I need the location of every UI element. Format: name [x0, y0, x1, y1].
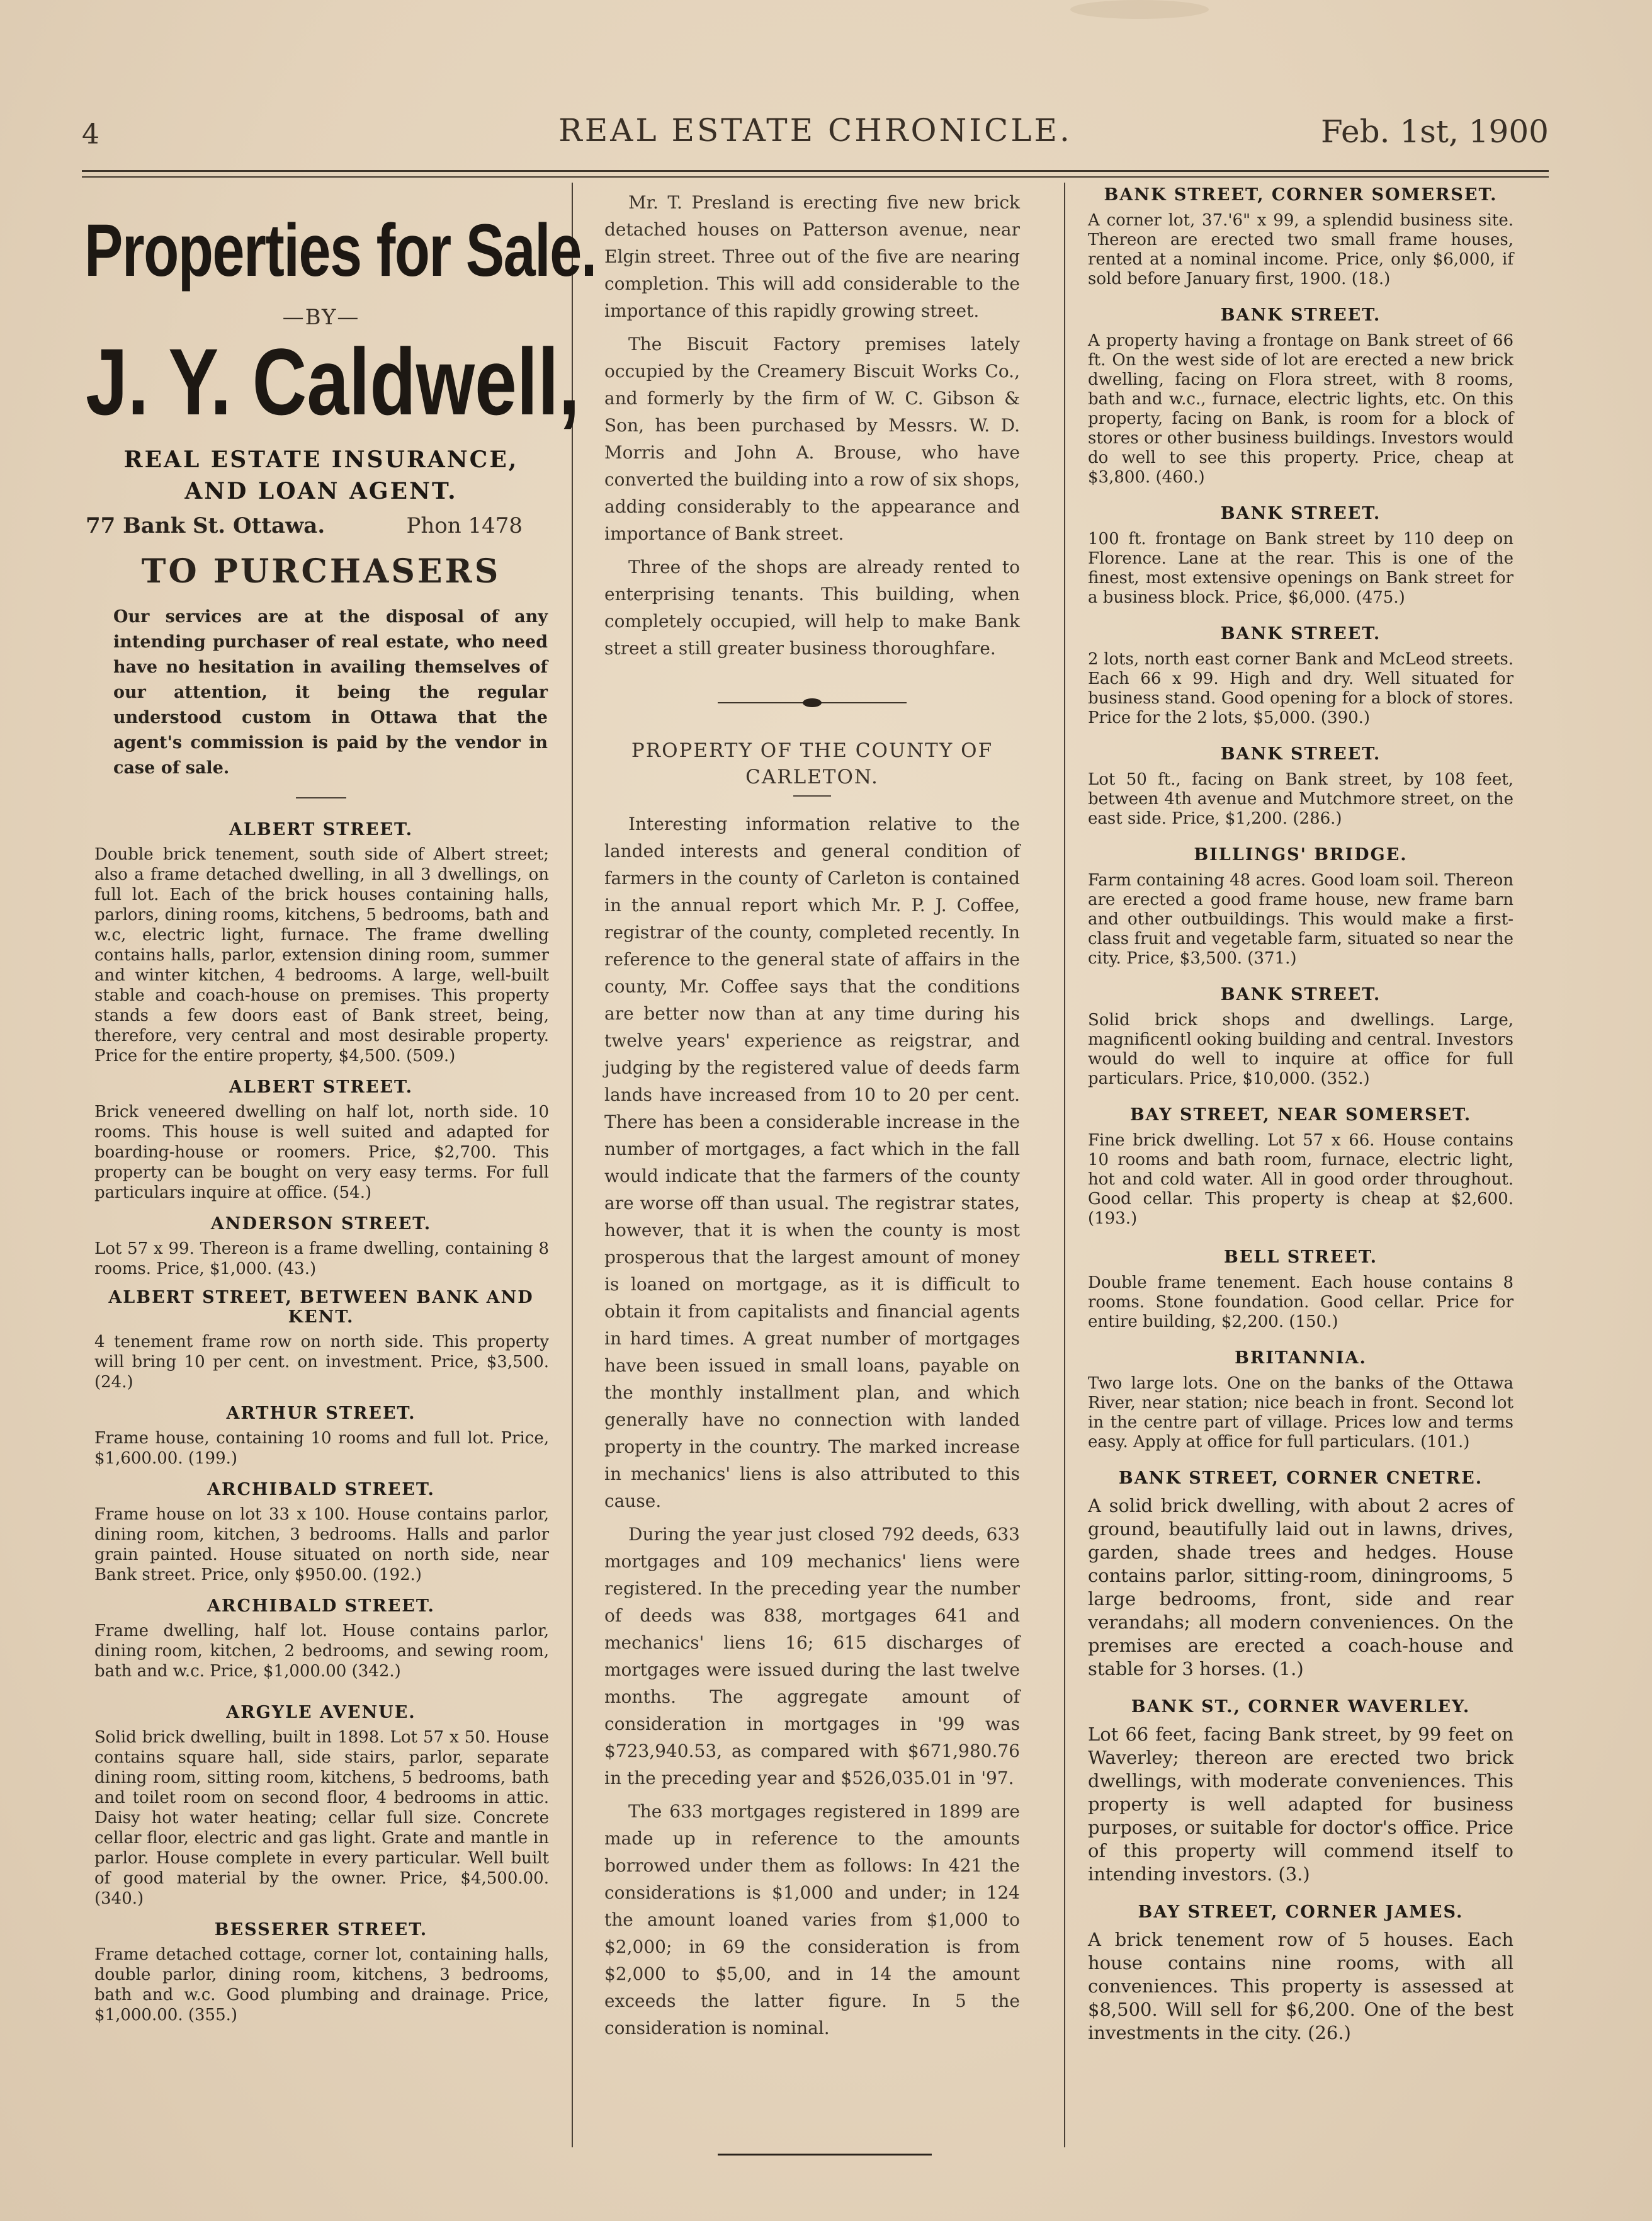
ornament-divider [718, 700, 907, 706]
listings-column-1 [82, 820, 560, 2025]
listing-text: 100 ft. frontage on Bank street by 110 deep on Florence. Lane at the rear. This is one of the finest, most extensive openings on Bank street for a business block. Price, $6,000. (475.) [1088, 530, 1513, 607]
paper-stain [1070, 0, 1209, 19]
agent-contact [86, 513, 560, 538]
listing-heading: ALBERT STREET. [229, 820, 413, 839]
listing-text: Brick veneered dwelling on half lot, north side. 10 rooms. This house is well suited and adapted for boarding-house or roomers. Price, $2,700. This property can be bought on very easy terms. For full particulars inquire at office. (54.) [94, 1103, 549, 1202]
agent-address: 77 Bank St. Ottawa. [86, 513, 325, 538]
listing-heading: BANK STREET. [1220, 305, 1381, 325]
listing-heading: BAY STREET, CORNER JAMES. [1138, 1902, 1464, 1922]
listing [1088, 1902, 1513, 2045]
column-1 [82, 183, 596, 2025]
listing-heading: BRITANNIA. [1235, 1348, 1367, 1368]
listing-text: 4 tenement frame row on north side. This property will bring 10 per cent. on investment. Price, $3,500. (24.) [94, 1332, 549, 1392]
listing [82, 1480, 560, 1585]
listing-heading: BANK ST., CORNER WAVERLEY. [1131, 1697, 1471, 1717]
listing-text: Solid brick dwelling, built in 1898. Lot 57 x 50. House contains square hall, side stairs, parlor, separate dining room, sitting room, kitchens, 5 bedrooms, bath and toilet room on second floor, 4 bedrooms in attic. Daisy hot water heating; cellar full size. Concrete cellar floor, electric and gas light. Grate and mantle in parlor. House complete in every particular. Well built of good material by the owner. Price, $4,500.00. (340.) [94, 1728, 549, 1908]
listing-heading: BANK STREET. [1220, 985, 1381, 1004]
column-divider-2 [1064, 183, 1065, 2147]
listing [1088, 624, 1513, 728]
listing [1088, 504, 1513, 608]
agent-phone: Phon 1478 [406, 513, 523, 538]
listing-heading: ALBERT STREET, BETWEEN BANK AND KENT. [108, 1288, 534, 1327]
ad-title: Properties for Sale. [84, 209, 596, 292]
listing-text: A brick tenement row of 5 houses. Each house contains nine rooms, with all conveniences. This property is assessed at $8,500. Will sell for $6,200. One of the best investments in the city. (26.) [1088, 1929, 1513, 2043]
listing-text: A corner lot, 37.'6" x 99, a splendid business site. Thereon are erected two small frame houses, rented at a nominal income. Price, only $6,000, if sold before January first, 1900. (18.) [1088, 211, 1513, 288]
listing [1088, 305, 1513, 487]
news-paragraph: The Biscuit Factory premises lately occupied by the Creamery Biscuit Works Co., and formerly by the firm of W. C. Gibson & Son, has been purchased by Messrs. W. D. Morris and John A. Brouse, who have converted the building into a row of six shops, adding considerably to the appearance and importance of Bank street. [604, 334, 1020, 544]
listing-heading: ARTHUR STREET. [226, 1404, 416, 1423]
listing-text: Farm containing 48 acres. Good loam soil. Thereon are erected a good frame house, new frame barn and other outbuildings. This would make a first-class fruit and vegetable farm, situated so near the city. Price, $3,500. (371.) [1088, 871, 1513, 968]
listing-heading: BESSERER STREET. [214, 1920, 428, 1940]
listing [82, 1404, 560, 1468]
listing-text: A property having a frontage on Bank street of 66 ft. On the west side of lot are erected a new brick dwelling, facing on Flora street, with 8 rooms, bath and w.c., furnace, electric lights, etc. On this property, facing on Bank, is room for a block of stores or other business buildings. Investors would do well to see this property. Price, cheap at $3,800. (460.) [1088, 331, 1513, 487]
purchasers-heading: TO PURCHASERS [141, 552, 501, 591]
listing-text: Frame house on lot 33 x 100. House contains parlor, dining room, kitchen, 3 bedrooms. Halls and parlor grain painted. House situated on north side, near Bank street. Price, only $950.00. (192.) [94, 1505, 549, 1584]
listing [1088, 1247, 1513, 1332]
listing [82, 1703, 560, 1909]
listing-text: Double frame tenement. Each house contains 8 rooms. Stone foundation. Good cellar. Price for entire building, $2,200. (150.) [1088, 1273, 1513, 1331]
issue-date: Feb. 1st, 1900 [1321, 113, 1549, 150]
listing-heading: BANK STREET. [1220, 624, 1381, 644]
listing-heading: ARCHIBALD STREET. [207, 1596, 435, 1616]
listing-text: 2 lots, north east corner Bank and McLeod streets. Each 66 x 99. High and dry. Well situated for business stand. Good opening for a block of stores. Price for the 2 lots, $5,000. (390.) [1088, 650, 1513, 727]
listing-text: Lot 66 feet, facing Bank street, by 99 feet on Waverley; thereon are erected two brick dwellings, with moderate conveniences. This property is well adapted for business purposes, or suitable for doctor's office. Price of this property will commend itself to intending investors. (3.) [1088, 1724, 1513, 1885]
article-paragraph: Interesting information relative to the landed interests and general condition of farmers in the county of Carleton is contained in the annual report which Mr. P. J. Coffee, registrar of the county, completed recently. In reference to the general state of affairs in the county, Mr. Coffee says that the conditions are better now than at any time during his twelve years' experience as reigstrar, and judging by the registered value of deeds farm lands have increased from 10 to 20 per cent. There has been a considerable increase in the number of mortgages, a fact which in the fall would indicate that the farmers of the county are worse off than usual. The registrar states, however, that it is when the county is most prosperous that the largest amount of money is loaned on mortgage, as it is difficult to obtain it from capitalists and financial agents in hard times. A great number of mortgages have been issued in small loans, payable on the monthly installment plan, and which generally have no connection with landed property in the country. The marked increase in mechanics' liens is also attributed to this cause. [604, 814, 1020, 1511]
article-paragraph: During the year just closed 792 deeds, 633 mortgages and 109 mechanics' liens were registered. In the preceding year the number of deeds was 838, mortgages 641 and mechanics' liens 16; 615 discharges of mortgages were issued during the last twelve months. The aggregate amount of consideration in mortgages in '99 was $723,940.53, as compared with $671,980.76 in the preceding year and $526,035.01 in '97. [604, 1524, 1020, 1788]
listing-heading: ARGYLE AVENUE. [226, 1703, 416, 1722]
listing-text: Solid brick shops and dwellings. Large, magnificentl ooking building and central. Investors would do well to inquire at office for full particulars. Price, $10,000. (352.) [1088, 1011, 1513, 1088]
column-divider-1 [572, 183, 573, 2147]
listing [1088, 1468, 1513, 1681]
listing-text: Lot 50 ft., facing on Bank street, by 108 feet, between 4th avenue and Mutchmore street, on the east side. Price, $1,200. (286.) [1088, 770, 1513, 828]
listing [82, 1077, 560, 1203]
listing [82, 1288, 560, 1392]
listing [82, 1596, 560, 1681]
header-rule-bottom [82, 176, 1549, 178]
listing [1088, 744, 1513, 829]
agent-services-line1: REAL ESTATE INSURANCE, [123, 446, 519, 473]
agent-services-line2: AND LOAN AGENT. [184, 478, 458, 504]
news-paragraph: Mr. T. Presland is erecting five new brick detached houses on Patterson avenue, near Elgin street. Three out of the five are nearing completion. This will add considerable to the importance of this rapidly growing street. [604, 192, 1020, 321]
listing-text: Fine brick dwelling. Lot 57 x 66. House contains 10 rooms and bath room, furnace, electric light, hot and cold water. All in good order throughout. Good cellar. This property is cheap at $2,600. (193.) [1088, 1131, 1513, 1228]
page-header [82, 112, 1549, 169]
agent-name: J. Y. Caldwell, [86, 329, 580, 435]
listing-text: Lot 57 x 99. Thereon is a frame dwelling, containing 8 rooms. Price, $1,000. (43.) [94, 1239, 549, 1278]
listing-text: A solid brick dwelling, with about 2 acres of ground, beautifully laid out in lawns, drives, garden, shade trees and hedges. House contains parlor, sitting-room, diningrooms, 5 large bedrooms, front, side and rear verandahs; all modern conveniences. On the premises are erected a coach-house and stable for 3 horses. (1.) [1088, 1495, 1513, 1679]
listing-heading: BANK STREET. [1220, 504, 1381, 523]
listing [1088, 1348, 1513, 1452]
listing [1088, 845, 1513, 968]
listing-text: Two large lots. One on the banks of the Ottawa River, near station; nice beach in front. Second lot in the centre part of village. Prices low and terms easy. Apply at office for full particulars. (101.) [1088, 1374, 1513, 1451]
listing [1088, 1697, 1513, 1886]
listing [1088, 985, 1513, 1089]
listing-heading: ARCHIBALD STREET. [207, 1480, 435, 1499]
news-paragraph: Three of the shops are already rented to enterprising tenants. This building, when completely occupied, will help to make Bank street a still greater business thoroughfare. [604, 557, 1020, 659]
ad-by: —BY— [282, 305, 360, 330]
purchasers-text: Our services are at the disposal of any intending purchaser of real estate, who need have no hesitation in availing themselves of our attention, it being the regular understood custom in Ottawa that the agent's commission is paid by the vendor in case of sale. [113, 607, 548, 778]
column-3 [1088, 183, 1513, 2045]
listing [1088, 1105, 1513, 1229]
listing-heading: BANK STREET, CORNER SOMERSET. [1104, 185, 1498, 205]
listing-heading: ANDERSON STREET. [210, 1214, 432, 1234]
listing-text: Frame house, containing 10 rooms and full lot. Price, $1,600.00. (199.) [94, 1429, 549, 1468]
article-heading: PROPERTY OF THE COUNTY OF CARLETON. [631, 739, 993, 788]
heading-rule [793, 795, 831, 797]
listing-heading: BELL STREET. [1224, 1247, 1378, 1267]
listing [82, 1214, 560, 1279]
header-rule-top [82, 170, 1549, 172]
listing-heading: BANK STREET, CORNER CNETRE. [1118, 1468, 1483, 1488]
listing [82, 1920, 560, 2025]
page-number: 4 [82, 118, 99, 151]
listing-heading: ALBERT STREET. [229, 1077, 413, 1097]
bottom-rule [718, 2154, 932, 2156]
listing-heading: BANK STREET. [1220, 744, 1381, 764]
listing-text: Frame dwelling, half lot. House contains parlor, dining room, kitchen, 2 bedrooms, and sewing room, bath and w.c. Price, $1,000.00 (342.) [94, 1622, 549, 1681]
listing-heading: BILLINGS' BRIDGE. [1194, 845, 1408, 865]
listing [82, 820, 560, 1066]
listing-text: Double brick tenement, south side of Albert street; also a frame detached dwelling, in all 3 dwellings, on full lot. Each of the brick houses containing halls, parlors, dining rooms, kitchens, 5 bedrooms, bath and w.c, electric light, furnace. The frame dwelling contains halls, parlor, extension dining room, summer and winter kitchen, 4 bedrooms. A large, well-built stable and coach-house on premises. This property stands a few doors east of Bank street, being, therefore, very central and most desirable property. Price for the entire property, $4,500. (509.) [94, 845, 549, 1065]
article-paragraph: The 633 mortgages registered in 1899 are made up in reference to the amounts borrowed under them as follows: In 421 the considerations is $1,000 and under; in 124 the amount loaned varies from $1,000 to $2,000; in 69 the consideration is from $2,000 to $5,00, and in 14 the amount exceeds the latter figure. In 5 the consideration is nominal. [604, 1801, 1020, 2038]
listing-heading: BAY STREET, NEAR SOMERSET. [1129, 1105, 1472, 1125]
column-2 [604, 189, 1020, 2042]
listing-text: Frame detached cottage, corner lot, containing halls, double parlor, dining room, kitchens, 3 bedrooms, bath and w.c. Good plumbing and drainage. Price, $1,000.00. (355.) [94, 1945, 549, 2025]
section-rule [296, 797, 346, 798]
listing [1088, 185, 1513, 289]
publication-title: REAL ESTATE CHRONICLE. [558, 112, 1072, 149]
